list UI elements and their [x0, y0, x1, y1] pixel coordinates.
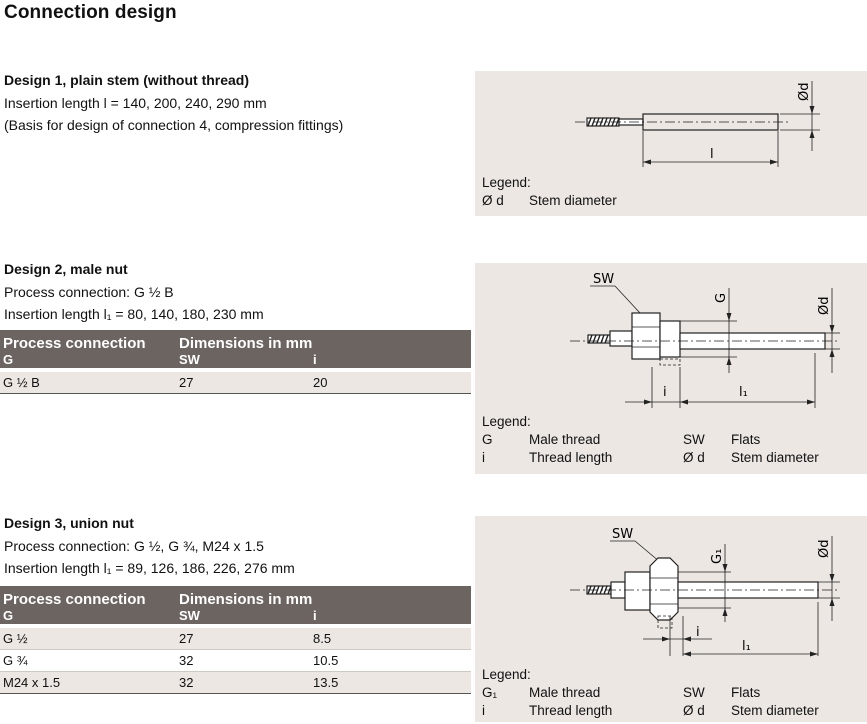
table-header-g: G	[0, 352, 176, 370]
table-header-g: G	[0, 608, 176, 626]
table-row	[0, 650, 471, 672]
legend-description: Male thread	[529, 685, 601, 700]
design2-legend	[482, 413, 857, 467]
table-cell-sw: 27	[176, 626, 310, 650]
design2-title: Design 2, male nut	[4, 261, 128, 277]
design3-title: Design 3, union nut	[4, 515, 134, 531]
table-header-dimensions: Dimensions in mm	[176, 586, 471, 608]
table-cell-g: M24 x 1.5	[0, 672, 176, 694]
table-header-process-connection: Process connection	[0, 330, 176, 352]
table-cell-i: 20	[310, 370, 471, 394]
design2-label-l1: l₁	[739, 385, 748, 400]
design2-label-d: Ød	[817, 296, 832, 315]
design3-insertion-length: Insertion length l₁ = 89, 126, 186, 226, 276 mm	[4, 560, 295, 576]
legend-symbol: Ø d	[482, 193, 504, 208]
design3-label-sw: SW	[612, 527, 634, 542]
design3-legend	[482, 666, 857, 720]
table-header-i: i	[310, 608, 471, 626]
table-cell-g: G ½	[0, 626, 176, 650]
design3-label-d: Ød	[817, 539, 832, 558]
design2-label-g: G	[714, 292, 729, 303]
design3-label-l1: l₁	[742, 639, 751, 654]
legend-symbol: i	[482, 703, 485, 718]
design2-process-connection: Process connection: G ½ B	[4, 284, 174, 300]
table-cell-g: G ½ B	[0, 370, 176, 394]
design2-drawing-panel	[475, 263, 867, 474]
design3-process-connection: Process connection: G ½, G ¾, M24 x 1.5	[4, 538, 264, 554]
legend-description: Thread length	[529, 450, 613, 465]
design2-insertion-length: Insertion length l₁ = 80, 140, 180, 230 mm	[4, 306, 264, 322]
design1-label-l: l	[710, 147, 714, 162]
table-cell-sw: 32	[176, 672, 310, 694]
page-title: Connection design	[4, 2, 177, 23]
legend-description: Flats	[731, 432, 761, 447]
legend-description: Thread length	[529, 703, 613, 718]
table-row	[0, 672, 471, 694]
legend-symbol: G₁	[482, 685, 498, 700]
design3-label-g1: G₁	[710, 548, 725, 564]
legend-description: Stem diameter	[731, 703, 819, 718]
table-cell-i: 13.5	[310, 672, 471, 694]
table-header-dimensions: Dimensions in mm	[176, 330, 471, 352]
table-header-sw: SW	[176, 608, 310, 626]
legend-title: Legend:	[482, 175, 531, 190]
design2-label-sw: SW	[593, 272, 615, 287]
legend-description: Stem diameter	[731, 450, 819, 465]
design1-label-d: Ød	[797, 82, 812, 101]
legend-description: Male thread	[529, 432, 601, 447]
table-cell-g: G ¾	[0, 650, 176, 672]
table-cell-i: 8.5	[310, 626, 471, 650]
table-header-i: i	[310, 352, 471, 370]
table-row	[0, 370, 471, 394]
legend-symbol: Ø d	[683, 450, 705, 465]
legend-description: Flats	[731, 685, 761, 700]
legend-title: Legend:	[482, 667, 531, 682]
design2-label-i: i	[663, 385, 667, 400]
table-row	[0, 626, 471, 650]
design1-title: Design 1, plain stem (without thread)	[4, 72, 250, 88]
legend-symbol: Ø d	[683, 703, 705, 718]
table-cell-i: 10.5	[310, 650, 471, 672]
design1-basis-note: (Basis for design of connection 4, compression fittings)	[4, 117, 344, 133]
design1-drawing-panel	[475, 71, 867, 216]
design3-dimensions-table	[0, 586, 471, 694]
design1-insertion-length: Insertion length l = 140, 200, 240, 290 mm	[4, 95, 267, 111]
table-cell-sw: 27	[176, 370, 310, 394]
legend-symbol: G	[482, 432, 493, 447]
design3-label-i: i	[696, 625, 700, 640]
table-header-sw: SW	[176, 352, 310, 370]
table-cell-sw: 32	[176, 650, 310, 672]
legend-title: Legend:	[482, 414, 531, 429]
legend-symbol: SW	[683, 432, 705, 447]
design1-legend	[482, 174, 782, 210]
design3-drawing-panel	[475, 516, 867, 722]
legend-symbol: SW	[683, 685, 705, 700]
table-header-process-connection: Process connection	[0, 586, 176, 608]
design2-dimensions-table	[0, 330, 471, 394]
legend-symbol: i	[482, 450, 485, 465]
legend-description: Stem diameter	[529, 193, 617, 208]
